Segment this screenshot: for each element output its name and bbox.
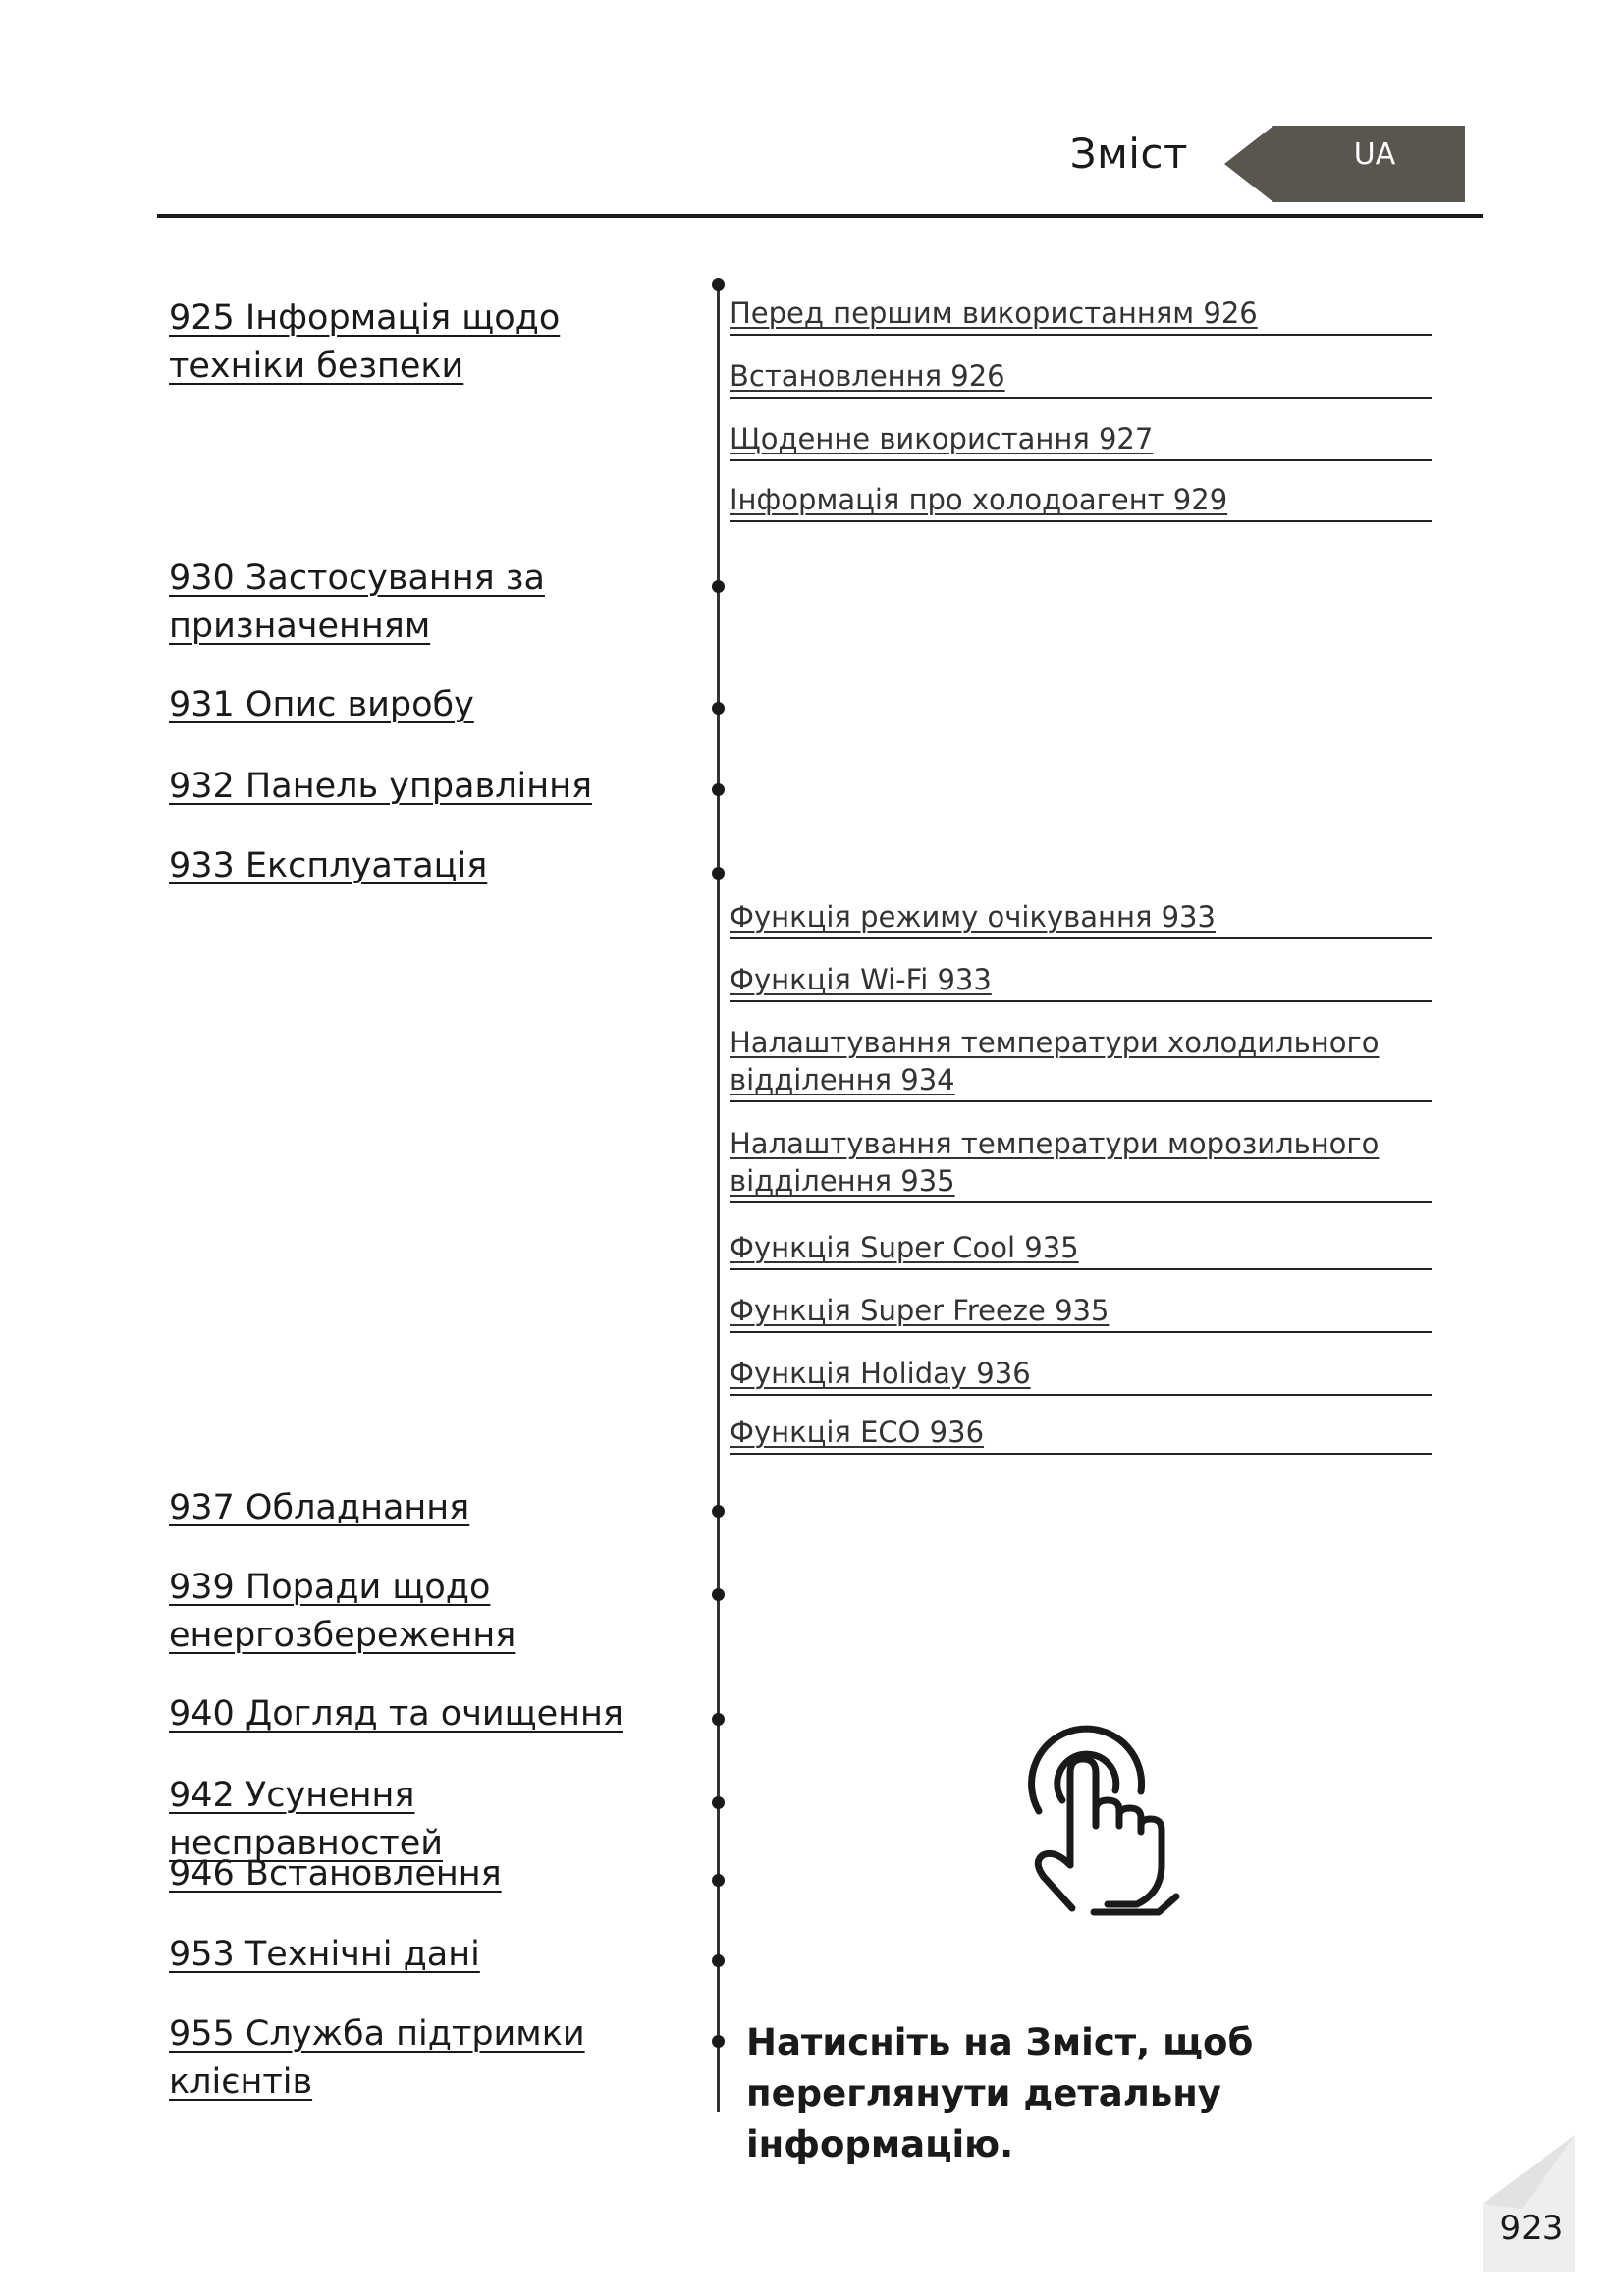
timeline-dot xyxy=(712,1954,725,1967)
toc-chapter-control-panel[interactable]: 932 Панель управління xyxy=(169,767,593,806)
touch-hand-icon xyxy=(1011,1718,1198,1934)
toc-chapter-product-description[interactable]: 931 Опис виробу xyxy=(169,685,474,724)
page-number: 923 xyxy=(1499,2209,1564,2248)
toc-chapter-customer-service[interactable]: 955 Служба підтримки клієнтів xyxy=(169,2014,585,2102)
toc-chapter-technical-data[interactable]: 953 Технічні дані xyxy=(169,1935,480,1974)
toc-subitem-label: Щоденне використання 927 xyxy=(730,422,1154,455)
timeline-dot xyxy=(712,1713,725,1726)
toc-chapter-operation[interactable]: 933 Експлуатація xyxy=(169,846,488,885)
timeline-dot xyxy=(712,867,725,880)
toc-subitem-label: Налаштування температури холодильного відділення 934 xyxy=(730,1026,1380,1096)
timeline-line xyxy=(717,285,720,2112)
toc-subitem[interactable] xyxy=(730,961,1432,1002)
toc-subitem[interactable] xyxy=(730,1414,1432,1455)
timeline-dot xyxy=(712,783,725,796)
toc-subitem-label: Налаштування температури морозильного відділення 935 xyxy=(730,1127,1380,1198)
toc-subitem[interactable] xyxy=(730,1024,1432,1102)
toc-subitem[interactable] xyxy=(730,1355,1432,1396)
timeline-dot xyxy=(712,2035,725,2048)
toc-subitem-label: Встановлення 926 xyxy=(730,359,1005,393)
toc-subitem[interactable] xyxy=(730,481,1432,522)
toc-chapter-installation[interactable]: 946 Встановлення xyxy=(169,1854,502,1894)
timeline-dot xyxy=(712,1505,725,1518)
toc-subitem-label: Перед першим використанням 926 xyxy=(730,296,1258,330)
toc-subitem[interactable] xyxy=(730,1125,1432,1203)
page-title: Зміст xyxy=(1069,130,1188,178)
toc-subitem[interactable] xyxy=(730,420,1432,461)
toc-subitem[interactable] xyxy=(730,1292,1432,1333)
timeline-dot xyxy=(712,278,725,291)
toc-subitem[interactable] xyxy=(730,898,1432,939)
toc-chapter-energy-saving[interactable]: 939 Поради щодо енергозбереження xyxy=(169,1568,516,1655)
language-label: UA xyxy=(1353,137,1396,172)
toc-subitem-label: Функція Super Freeze 935 xyxy=(730,1294,1110,1327)
timeline-dot xyxy=(712,1796,725,1809)
timeline-dot xyxy=(712,1588,725,1601)
toc-subitem-label: Функція ECO 936 xyxy=(730,1415,985,1449)
toc-chapter-troubleshooting[interactable]: 942 Усунення несправностей xyxy=(169,1776,444,1863)
toc-subitem-label: Функція Wi-Fi 933 xyxy=(730,963,992,996)
toc-subitem-label: Функція Super Cool 935 xyxy=(730,1231,1079,1264)
toc-subitem[interactable] xyxy=(730,294,1432,336)
toc-chapter-equipment[interactable]: 937 Обладнання xyxy=(169,1488,470,1527)
hint-text: Натисніть на Зміст, щоб переглянути детальну інформацію. xyxy=(746,2021,1254,2165)
toc-subitem-label: Інформація про холодоагент 929 xyxy=(730,483,1228,516)
timeline-dot xyxy=(712,702,725,715)
toc-chapter-intended-use[interactable]: 930 Застосування за призначенням xyxy=(169,559,545,646)
timeline-dot xyxy=(712,580,725,593)
page-corner-decoration xyxy=(1483,2135,1575,2272)
toc-subitem-label: Функція режиму очікування 933 xyxy=(730,900,1216,934)
toc-subitem-label: Функція Holiday 936 xyxy=(730,1357,1031,1390)
header-divider xyxy=(157,214,1483,218)
toc-subitem[interactable] xyxy=(730,1229,1432,1270)
toc-chapter-safety[interactable]: 925 Інформація щодо техніки безпеки xyxy=(169,298,561,386)
toc-chapter-care-cleaning[interactable]: 940 Догляд та очищення xyxy=(169,1694,623,1734)
timeline-dot xyxy=(712,1874,725,1887)
toc-subitem[interactable] xyxy=(730,357,1432,399)
